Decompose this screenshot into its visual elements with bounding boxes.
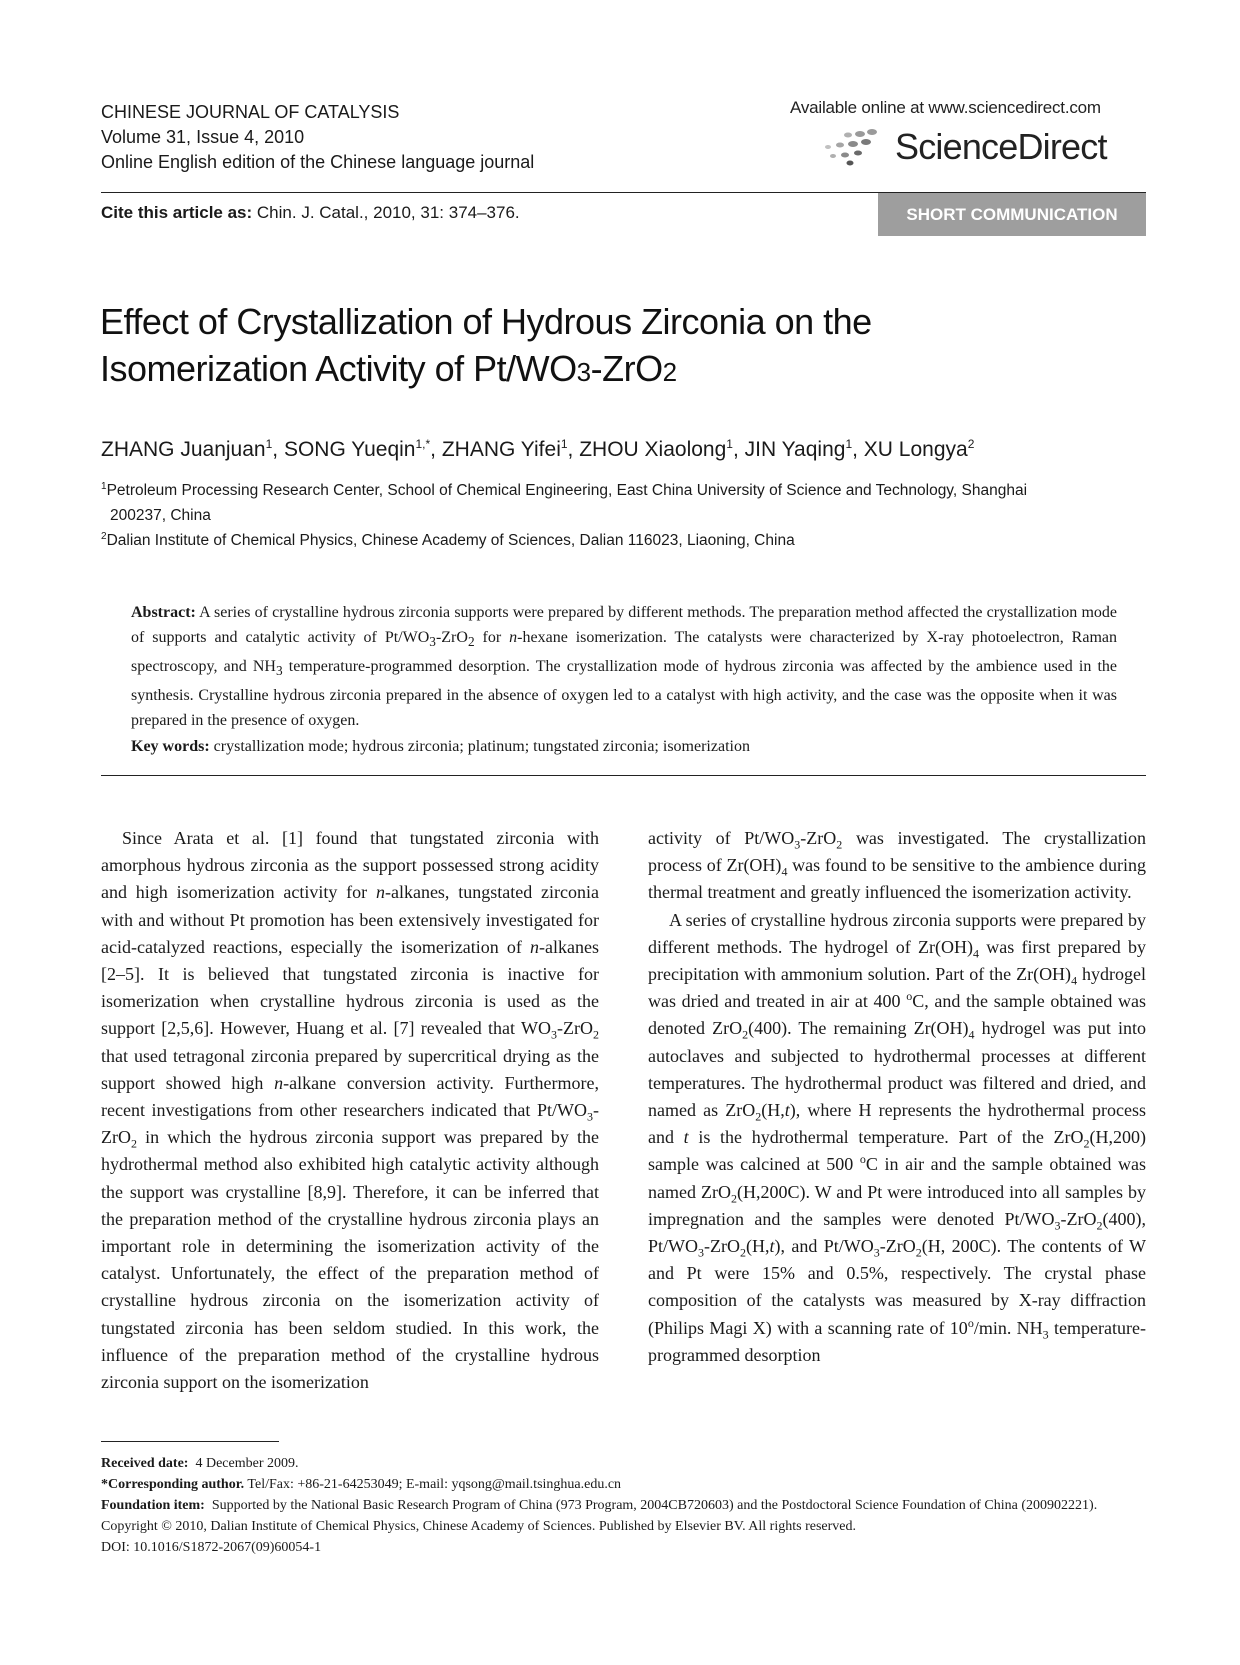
body-column-right	[648, 825, 1146, 1369]
paragraph: Since Arata et al. [1] found that tungstated zirconia with amorphous hydrous zirconia as the support possessed strong acidity and high isomerization activity for n-alkanes, tungstated zirconia with and without Pt promotion has been extensively investigated for acid-catalyzed reactions, especially the isomerization of n-alkanes [2–5]. It is believed that tungstated zirconia is inactive for isomerization when crystalline hydrous zirconia is used as the support [2,5,6]. However, Huang et al. [7] revealed that $WO_3-ZrO_2$ that used tetragonal zirconia prepared by supercritical drying as the support showed high n-alkane conversion activity. Furthermore, recent investigations from other researchers indicated that $Pt/WO_3-ZrO_2$ in which the hydrous zirconia support was prepared by the hydrothermal method also exhibited high catalytic activity although the support was crystalline [8,9]. Therefore, it can be inferred that the preparation method of the crystalline hydrous zirconia plays an important role in determining the isomerization activity of the catalyst. Unfortunately, the effect of the preparation method of crystalline hydrous zirconia on the isomerization activity of tungstated zirconia has been seldom studied. In this work, the influence of the preparation method of the crystalline hydrous zirconia support on the isomerization	[101, 828, 600, 1393]
affiliation-1: $^1$Petroleum Processing Research Center, School of Chemical Engineering, East China University of Science and Technology, Shanghai 200237, China	[101, 481, 1028, 525]
abstract-rule	[101, 775, 1146, 776]
author: SONG Yueqin	[283, 438, 416, 461]
journal-volume: Volume 31, Issue 4, 2010	[101, 127, 305, 147]
doi[interactable]: DOI: 10.1016/S1872-2067(09)60054-1	[101, 1540, 322, 1555]
cite-text: Chin. J. Catal., 2010, 31: 374–376.	[256, 203, 520, 222]
author: XU Longya	[863, 438, 968, 461]
abstract: Abstract: A series of crystalline hydrous zirconia supports were prepared by different methods. The preparation method affected the crystallization mode of supports and catalytic activity of $Pt/WO_3-ZrO_2$ for n-hexane isomerization. The catalysts were characterized by X-ray photoelectron, Raman spectroscopy, and $NH_3$ temperature-programmed desorption. The crystallization mode of hydrous zirconia was affected by the ambience used in the synthesis. Crystalline hydrous zirconia prepared in the absence of oxygen led to a catalyst with high activity, and the case was the opposite when it was prepared in the presence of oxygen.	[131, 604, 1118, 730]
article-type-badge: SHORT COMMUNICATION	[878, 193, 1146, 236]
author: JIN Yaqing	[744, 438, 846, 461]
cite-label: Cite this article as:	[101, 203, 253, 222]
citation-line	[101, 203, 520, 223]
foundation-item: Foundation item: Supported by the National Basic Research Program of China (973 Program, 2004CB720603) and the Postdoctoral Science Foundation of China (200902221).	[101, 1498, 1098, 1513]
author: ZHANG Yifei	[441, 438, 561, 461]
footnotes	[101, 1453, 1146, 1558]
title-line-1: Effect of Crystallization of Hydrous Zirconia on the	[100, 301, 872, 342]
footnote-rule	[101, 1441, 279, 1442]
keywords-text: crystallization mode; hydrous zirconia; platinum; tungstated zirconia; isomerization	[213, 738, 750, 755]
journal-name: CHINESE JOURNAL OF CATALYSIS	[101, 102, 400, 122]
paragraph: A series of crystalline hydrous zirconia supports were prepared by different methods. The hydrogel of $Zr(OH)_4$ was first prepared by precipitation with ammonium solution. Part of the $Zr(OH)_4$ hydrogel was dried and treated in air at 400 $^o$C, and the sample obtained was denoted ZrO$_2$(400). The remaining $Zr(OH)_4$ hydrogel was put into autoclaves and subjected to hydrothermal processes at different temperatures. The hydrothermal product was filtered and dried, and named as ZrO$_2$(H,t), where H represents the hydrothermal process and t is the hydrothermal temperature. Part of the ZrO$_2$(H,200) sample was calcined at 500 $^o$C in air and the sample obtained was named ZrO$_2$(H,200C). W and Pt were introduced into all samples by impregnation and the samples were denoted $Pt/WO_3-ZrO_2(400)$, $Pt/WO_3-ZrO_2(H,t)$, and $Pt/WO_3-ZrO_2(H$, 200C). The contents of W and Pt were 15% and 0.5%, respectively. The crystal phase composition of the catalysts was measured by X-ray diffraction (Philips Magi X) with a scanning rate of 10$^o$/min. $NH_3$ temperature-programmed desorption	[648, 909, 1147, 1365]
available-online-text: Available online at www.sciencedirect.com	[790, 98, 1101, 117]
author: ZHANG Juanjuan	[101, 438, 266, 461]
keywords	[131, 738, 750, 756]
author-list: ZHANG Juanjuan$^1$, SONG Yueqin$^{1,*}$, ZHANG Yifei$^1$, ZHOU Xiaolong$^1$, JIN Yaqing$^1$, XU Longya$^2$	[101, 437, 975, 461]
abstract-label: Abstract:	[131, 604, 196, 621]
keywords-label: Key words:	[131, 738, 210, 755]
copyright: Copyright © 2010, Dalian Institute of Chemical Physics, Chinese Academy of Sciences. Published by Elsevier BV. All rights reserved.	[101, 1519, 856, 1534]
author: ZHOU Xiaolong	[579, 438, 727, 461]
journal-header	[101, 100, 534, 175]
sciencedirect-logo[interactable]	[790, 122, 1145, 172]
article-title	[100, 298, 1150, 396]
sciencedirect-logo-text: ScienceDirect	[895, 126, 1107, 167]
affiliation-2: $^2$Dalian Institute of Chemical Physics, Chinese Academy of Sciences, Dalian 116023, Liaoning, China	[101, 531, 795, 550]
title-line-2: Isomerization Activity of Pt/WO3-ZrO2	[100, 348, 677, 389]
paragraph: activity of $Pt/WO_3-ZrO_2$ was investigated. The crystallization process of $Zr(OH)_4$ was found to be sensitive to the ambience during thermal treatment and greatly influenced the isomerization activity.	[648, 828, 1146, 903]
sciencedirect-block	[790, 98, 1145, 172]
received-date: Received date: 4 December 2009.	[101, 1456, 299, 1471]
journal-edition: Online English edition of the Chinese language journal	[101, 152, 535, 172]
sciencedirect-dots-icon	[820, 128, 880, 168]
corresponding-author: *Corresponding author. Tel/Fax: +86-21-64253049; E-mail: yqsong@mail.tsinghua.edu.cn	[101, 1477, 622, 1492]
body-column-left	[101, 825, 599, 1396]
